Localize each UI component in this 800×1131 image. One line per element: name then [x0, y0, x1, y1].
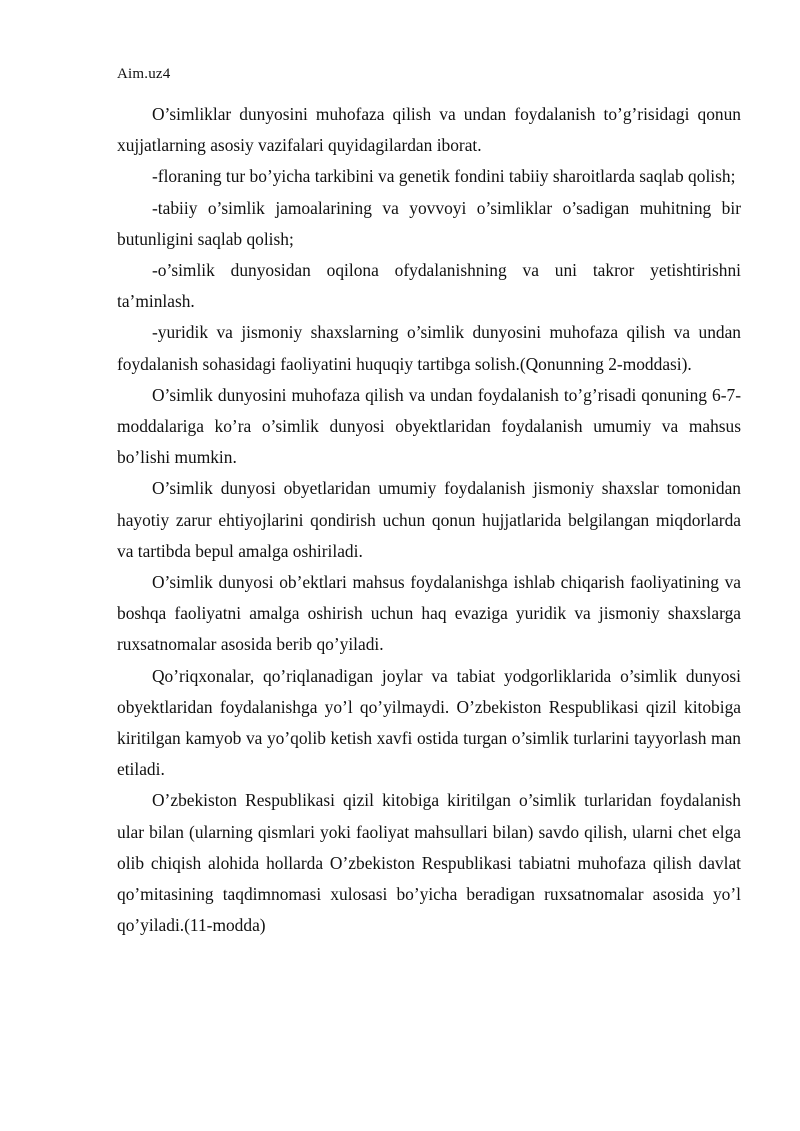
paragraph: O’zbekiston Respublikasi qizil kitobiga kiritilgan o’simlik turlaridan foydalanish ular bilan (ularning qismlari yoki faoliyat mahsullari bilan) savdo qilish, ularni chet elga olib chiqish alohida hollarda O’zbekiston Respublikasi tabiatni muhofaza qilish davlat qo’mitasining taqdimnomasi xulosasi bo’yicha beradigan ruxsatnomalar asosida yo’l qo’yiladi.(11-modda): [117, 790, 741, 936]
document-body: [117, 99, 741, 941]
paragraph: -o’simlik dunyosidan oqilona ofydalanishning va uni takror yetishtirishni ta’minlash.: [117, 260, 741, 312]
paragraph: -tabiiy o’simlik jamoalarining va yovvoyi o’simliklar o’sadigan muhitning bir butunligini saqlab qolish;: [117, 197, 741, 249]
paragraph: O’simlik dunyosi ob’ektlari mahsus foydalanishga ishlab chiqarish faoliyatining va boshqa faoliyatni amalga oshirish uchun haq evaziga yuridik va jismoniy shaxslarga ruxsatnomalar asosida berib qo’yiladi.: [117, 572, 741, 655]
paragraph: Qo’riqxonalar, qo’riqlanadigan joylar va tabiat yodgorliklarida o’simlik dunyosi obyektlaridan foydalanishga yo’l qo’yilmaydi. O’zbekiston Respublikasi qizil kitobiga kiritilgan kamyob va yo’qolib ketish xavfi ostida turgan o’simlik turlarini tayyorlash man etiladi.: [117, 665, 741, 780]
paragraph: O’simlik dunyosini muhofaza qilish va undan foydalanish to’g’risadi qonuning 6-7-moddalariga ko’ra o’simlik dunyosi obyektlaridan foydalanish umumiy va mahsus bo’lishi mumkin.: [117, 384, 741, 468]
paragraph: O’simliklar dunyosini muhofaza qilish va undan foydalanish to’g’risidagi qonun xujjatlarning asosiy vazifalari quyidagilardan iborat.: [117, 104, 741, 156]
paragraph: O’simlik dunyosi obyetlaridan umumiy foydalanish jismoniy shaxslar tomonidan hayotiy zarur ehtiyojlarini qondirish uchun qonun hujjatlarida belgilangan miqdorlarda va tartibda bepul amalga oshiriladi.: [117, 478, 741, 561]
paragraph: -floraning tur bo’yicha tarkibini va genetik fondini tabiiy sharoitlarda saqlab qolish;: [152, 166, 736, 187]
paragraph: -yuridik va jismoniy shaxslarning o’simlik dunyosini muhofaza qilish va undan foydalanish sohasidagi faoliyatini huquqiy tartibga solish.(Qonunning 2-moddasi).: [117, 322, 741, 374]
site-label: Aim.uz4: [117, 66, 171, 82]
